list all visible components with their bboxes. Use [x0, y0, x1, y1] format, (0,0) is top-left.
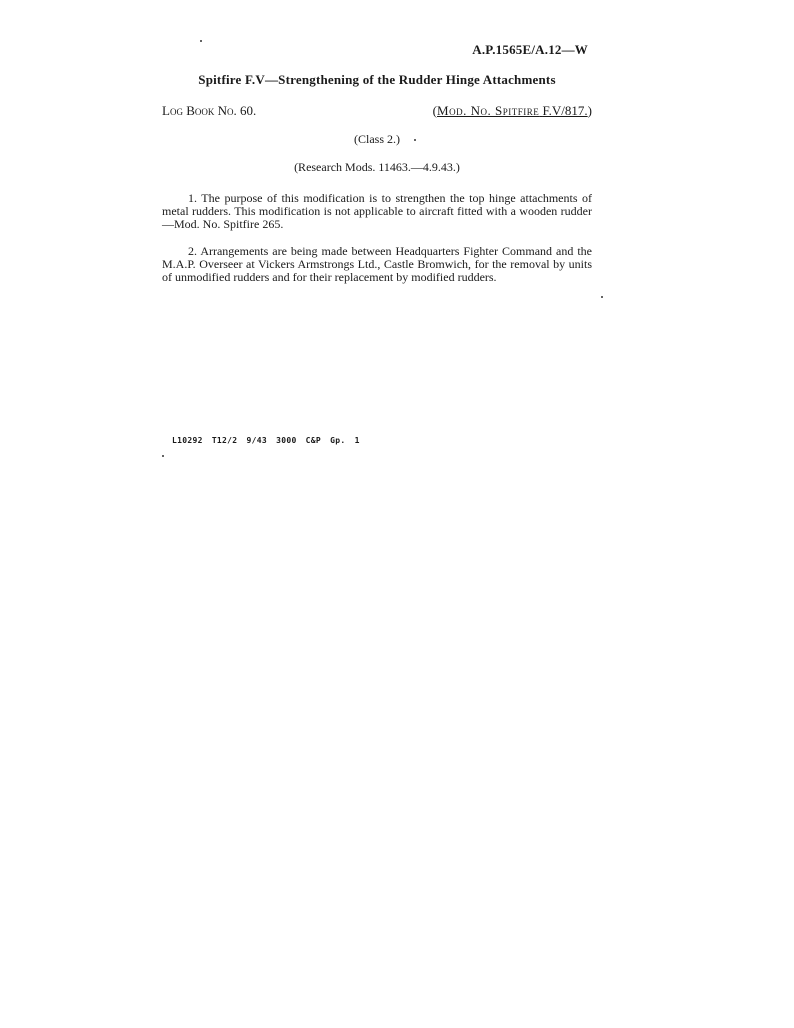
class-line: (Class 2.): [354, 132, 400, 146]
document-title: Spitfire F.V—Strengthening of the Rudder Hinge Attachments: [198, 72, 556, 87]
mod-number-value: F.V/817.: [542, 103, 588, 118]
document-reference: A.P.1565E/A.12—W: [472, 42, 588, 57]
scan-speck: [200, 40, 202, 42]
modification-number: [433, 103, 592, 119]
paragraph-1: 1. The purpose of this modification is to strengthen the top hinge attachments of metal rudders. This modification is not applicable to aircraft fitted with a wooden rudder—Mod. No. Spitfire 265.: [162, 191, 592, 231]
research-mods-line: (Research Mods. 11463.—4.9.43.): [294, 160, 460, 174]
scan-speck: [414, 139, 416, 141]
log-book-number: Log Book No. 60.: [162, 103, 257, 118]
mod-number-label: Mod. No. Spitfire: [437, 103, 540, 118]
mod-close-paren: ): [587, 103, 592, 118]
paragraph-2: 2. Arrangements are being made between Headquarters Fighter Command and the M.A.P. Overseer at Vickers Armstrongs Ltd., Castle Bromwich, for the removal by units of unmodified rudders and for their replacement by modified rudders.: [162, 244, 592, 284]
scan-speck: [601, 296, 603, 298]
mod-number-underlined: [437, 103, 588, 118]
print-code-footer: L10292 T12/2 9/43 3000 C&P Gp. 1: [172, 436, 360, 445]
mod-open-paren: (: [432, 103, 438, 118]
scan-speck: [162, 455, 164, 457]
